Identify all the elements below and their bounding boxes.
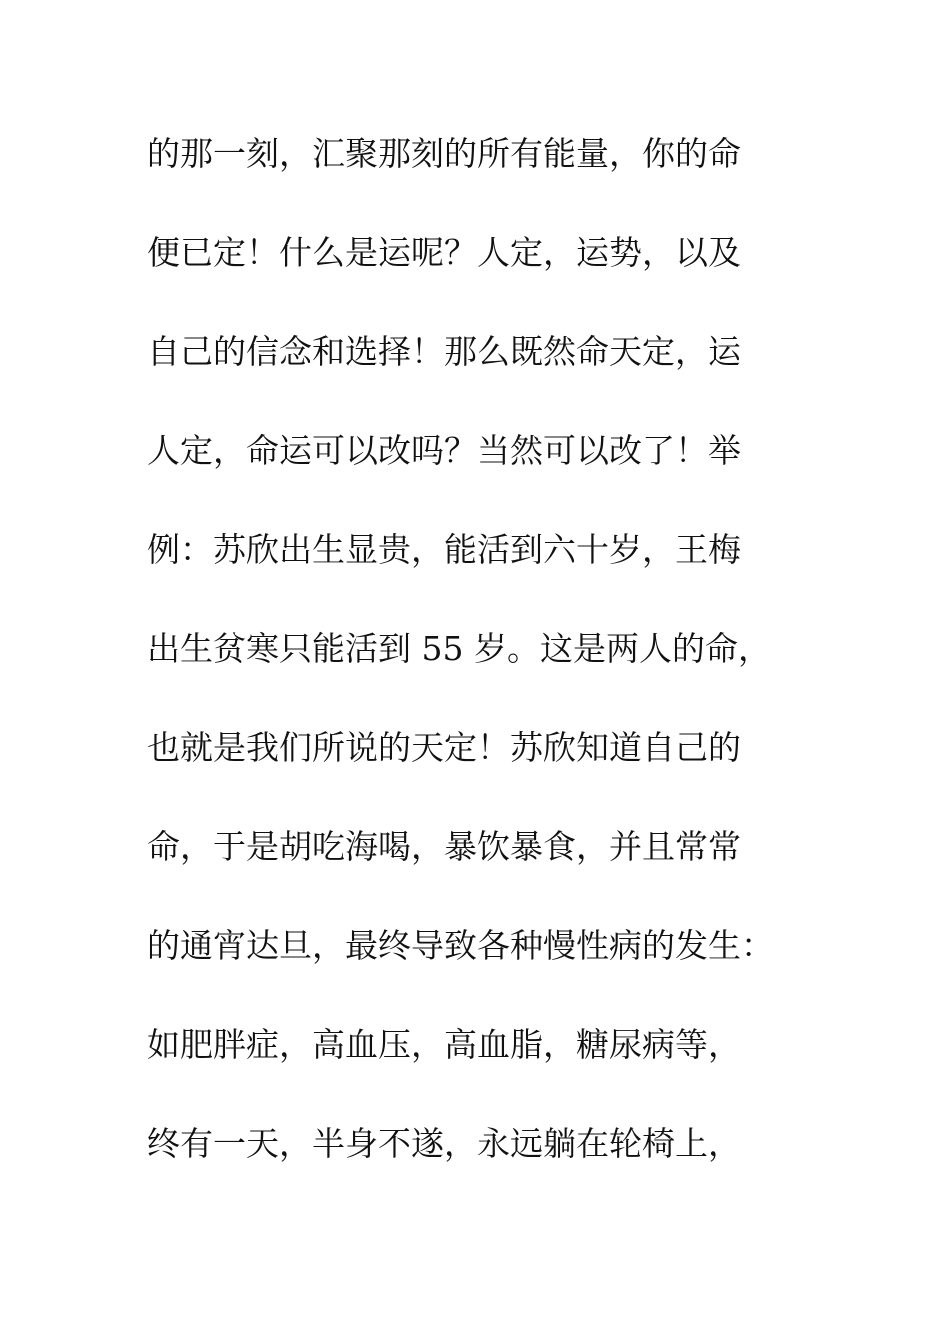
text-line: 人定，命运可以改吗？当然可以改了！举 xyxy=(147,431,741,470)
text-line: 如肥胖症，高血压，高血脂，糖尿病等， xyxy=(147,1025,741,1064)
text-line: 自己的信念和选择！那么既然命天定，运 xyxy=(147,332,741,371)
text-line: 便已定！什么是运呢？人定，运势，以及 xyxy=(147,233,741,272)
body-paragraph xyxy=(147,126,847,1215)
text-line: 例：苏欣出生显贵，能活到六十岁，王梅 xyxy=(147,530,741,569)
text-line: 也就是我们所说的天定！苏欣知道自己的 xyxy=(147,728,741,767)
text-line: 命，于是胡吃海喝，暴饮暴食，并且常常 xyxy=(147,827,741,866)
text-line: 出生贫寒只能活到 55 岁。这是两人的命， xyxy=(147,629,771,668)
text-line: 的那一刻，汇聚那刻的所有能量，你的命 xyxy=(147,134,741,173)
text-line: 终有一天，半身不遂，永远躺在轮椅上， xyxy=(147,1124,741,1163)
text-line: 的通宵达旦，最终导致各种慢性病的发生： xyxy=(147,926,774,965)
